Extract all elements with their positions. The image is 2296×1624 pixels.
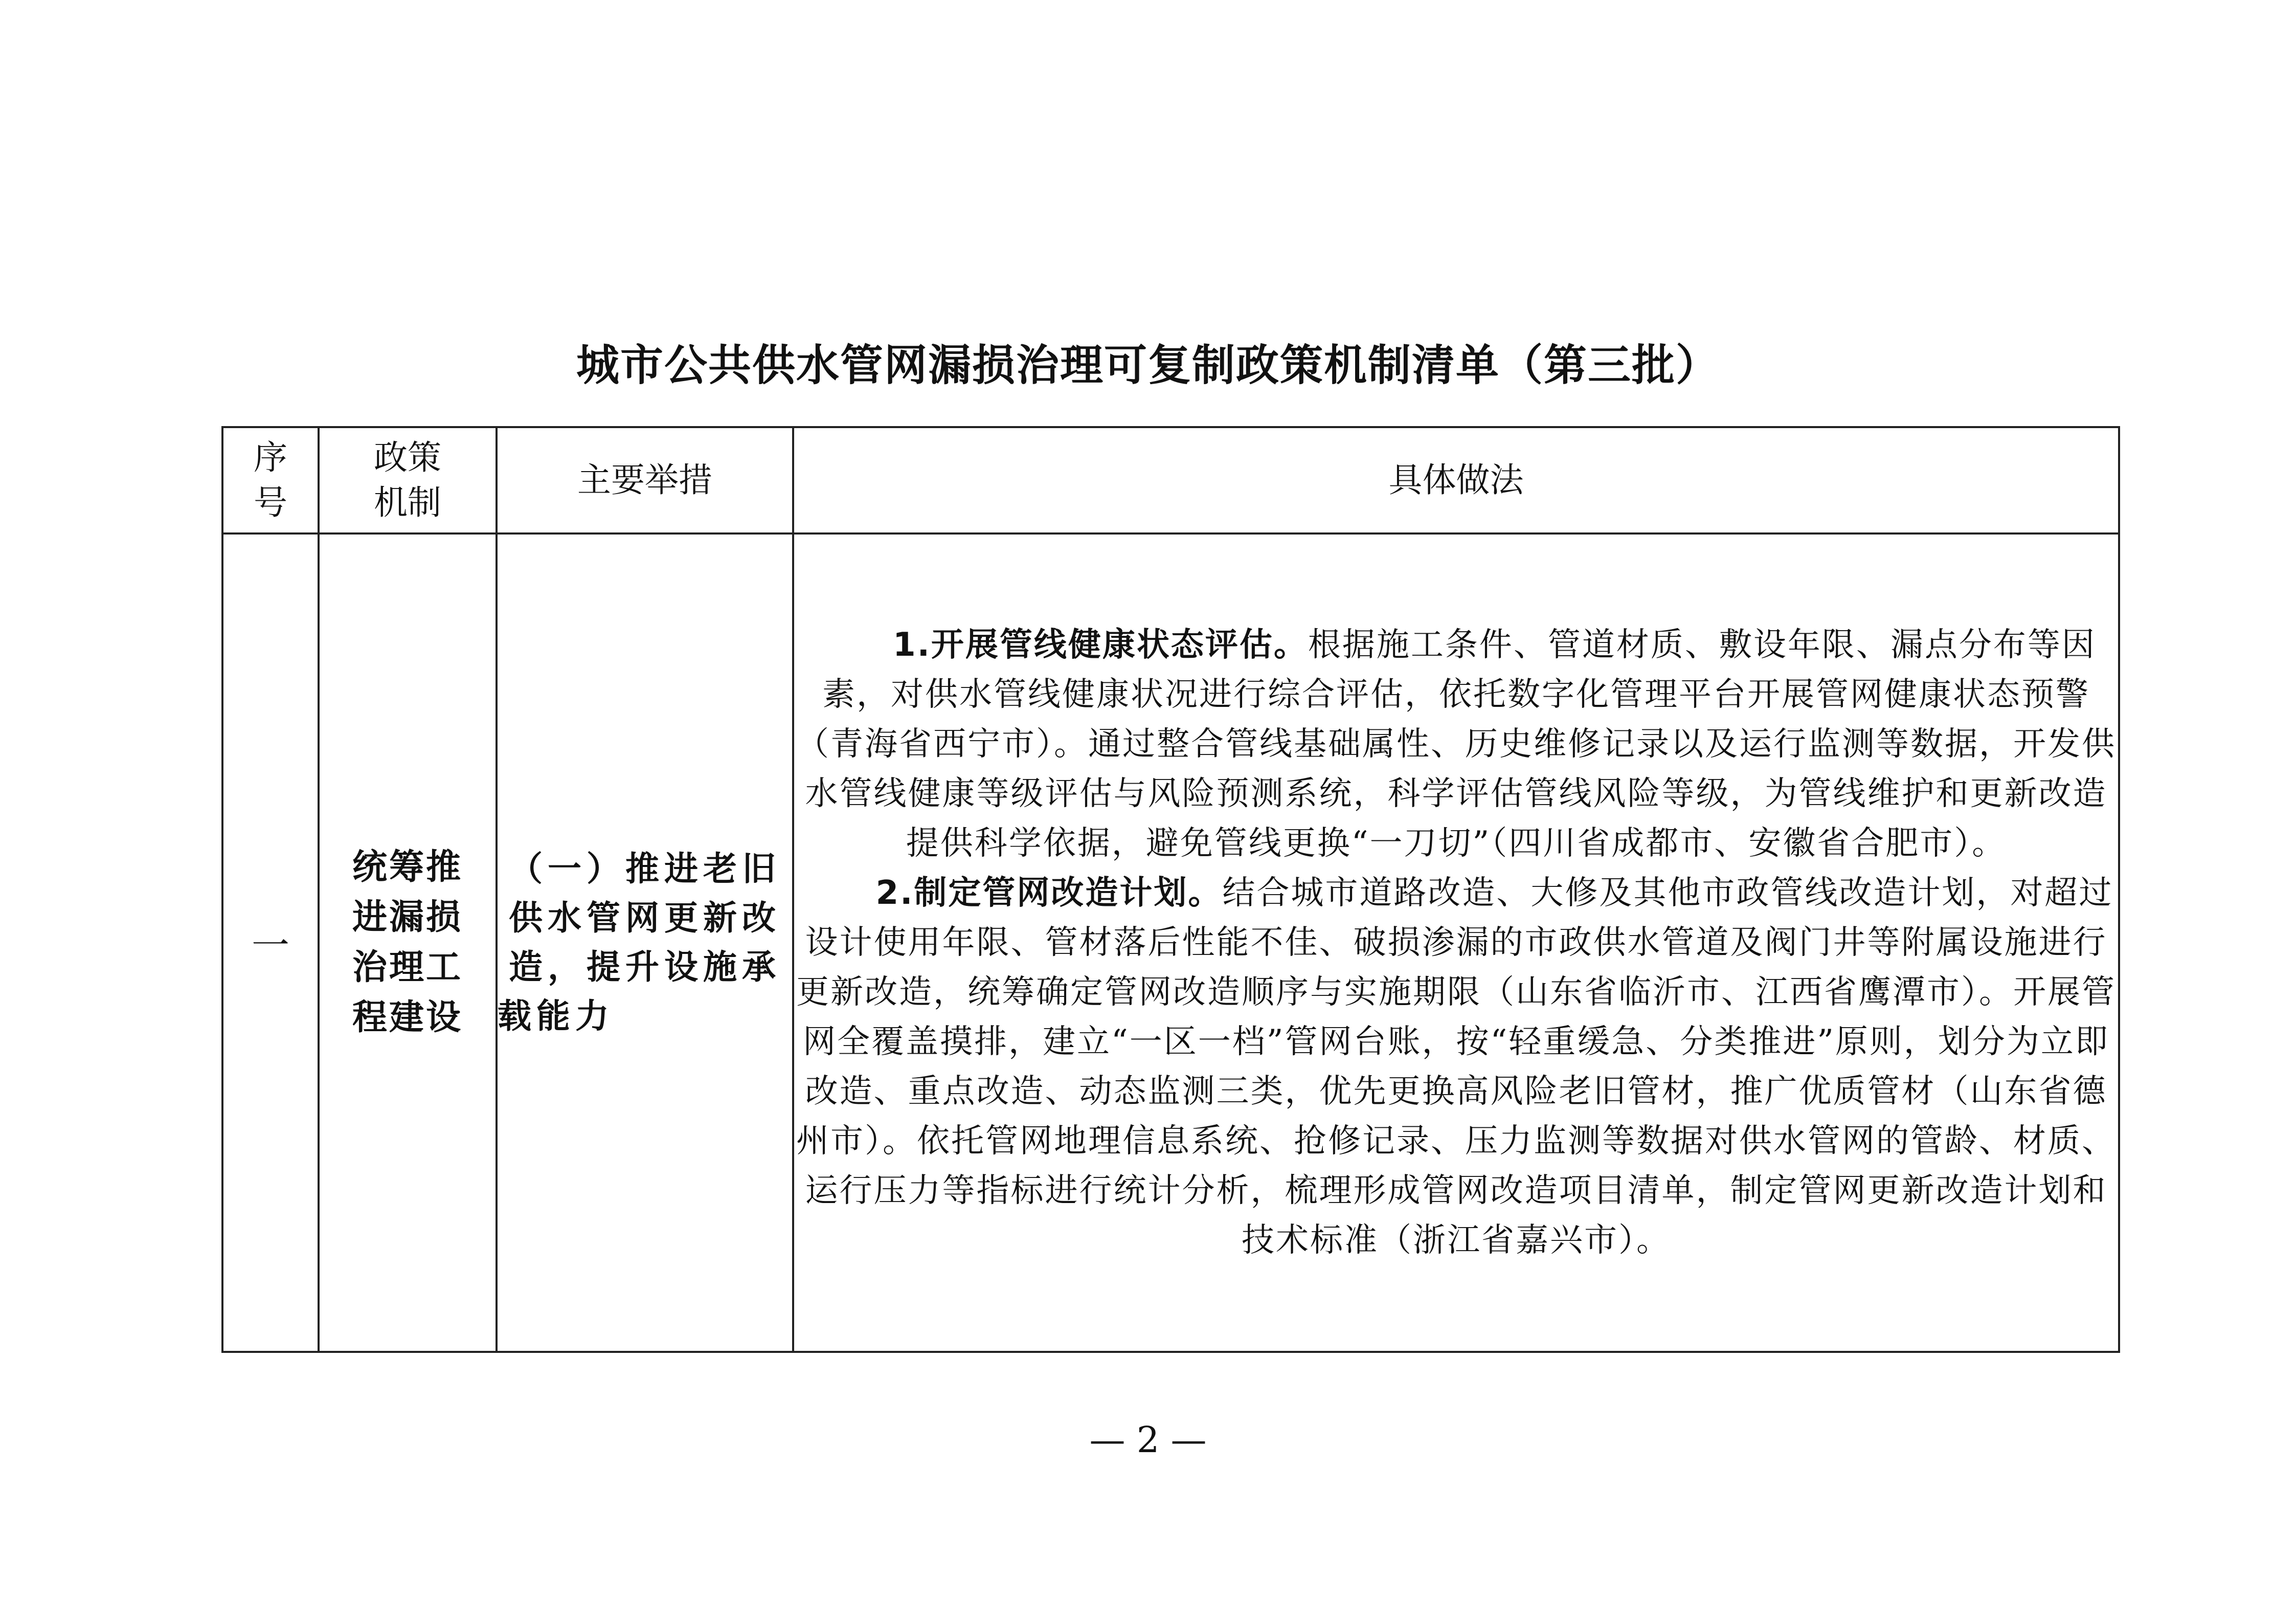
- detail-text: 根据施工条件、管道材质、敷设年限、漏点分布等因素，对供水管线健康状况进行综合评估，依托数字化管理平台开展管网健康状态预警（青海省西宁市）。通过整合管线基础属性、历史维修记录以及运行监测等数据，开发供水管线健康等级评估与风险预测系统，科学评估管线风险等级，为管线维护和更新改造提供科学依据，避免管线更换“一刀切”（四川省成都市、安徽省合肥市）。: [796, 626, 2116, 862]
- row-main-measure: （一）推进老旧供水管网更新改造，提升设施承载能力: [497, 533, 793, 1352]
- detail-lead: 1.开展管线健康状态评估。: [893, 626, 1308, 664]
- header-mechanism-line: 政策: [374, 438, 441, 477]
- page-number: — 2 —: [1089, 1419, 1207, 1461]
- mechanism-line: 进漏损: [352, 897, 463, 938]
- detail-lead: 2.制定管网改造计划。: [875, 874, 1223, 912]
- header-seq: [222, 427, 319, 533]
- policy-table: [221, 426, 2120, 1353]
- mechanism-line: 治理工: [352, 947, 463, 988]
- header-main-measure: 主要举措: [497, 427, 793, 533]
- row-mechanism: [319, 533, 497, 1352]
- detail-text: 结合城市道路改造、大修及其他市政管线改造计划，对超过设计使用年限、管材落后性能不佳、破损渗漏的市政供水管道及阀门井等附属设施进行更新改造，统筹确定管网改造顺序与实施期限（山东省临沂市、江西省鹰潭市）。开展管网全覆盖摸排，建立“一区一档”管网台账，按“轻重缓急、分类推进”原则，划分为立即改造、重点改造、动态监测三类，优先更换高风险老旧管材，推广优质管材（山东省德州市）。依托管网地理信息系统、抢修记录、压力监测等数据对供水管网的管龄、材质、运行压力等指标进行统计分析，梳理形成管网改造项目清单，制定管网更新改造计划和技术标准（浙江省嘉兴市）。: [796, 874, 2116, 1259]
- mechanism-line: 统筹推: [352, 847, 463, 887]
- detail-paragraph: [794, 620, 2118, 869]
- detail-paragraph: [794, 869, 2118, 1265]
- header-seq-line: 号: [254, 483, 287, 522]
- page-title: 城市公共供水管网漏损治理可复制政策机制清单（第三批）: [576, 340, 1720, 390]
- header-details: 具体做法: [793, 427, 2119, 533]
- row-details: [793, 533, 2119, 1352]
- table-row: [222, 533, 2119, 1352]
- header-mechanism: [319, 427, 497, 533]
- mechanism-line: 程建设: [352, 997, 463, 1038]
- header-seq-line: 序: [254, 438, 287, 477]
- table-header-row: [222, 427, 2119, 533]
- row-seq: 一: [222, 533, 319, 1352]
- header-mechanism-line: 机制: [374, 483, 441, 522]
